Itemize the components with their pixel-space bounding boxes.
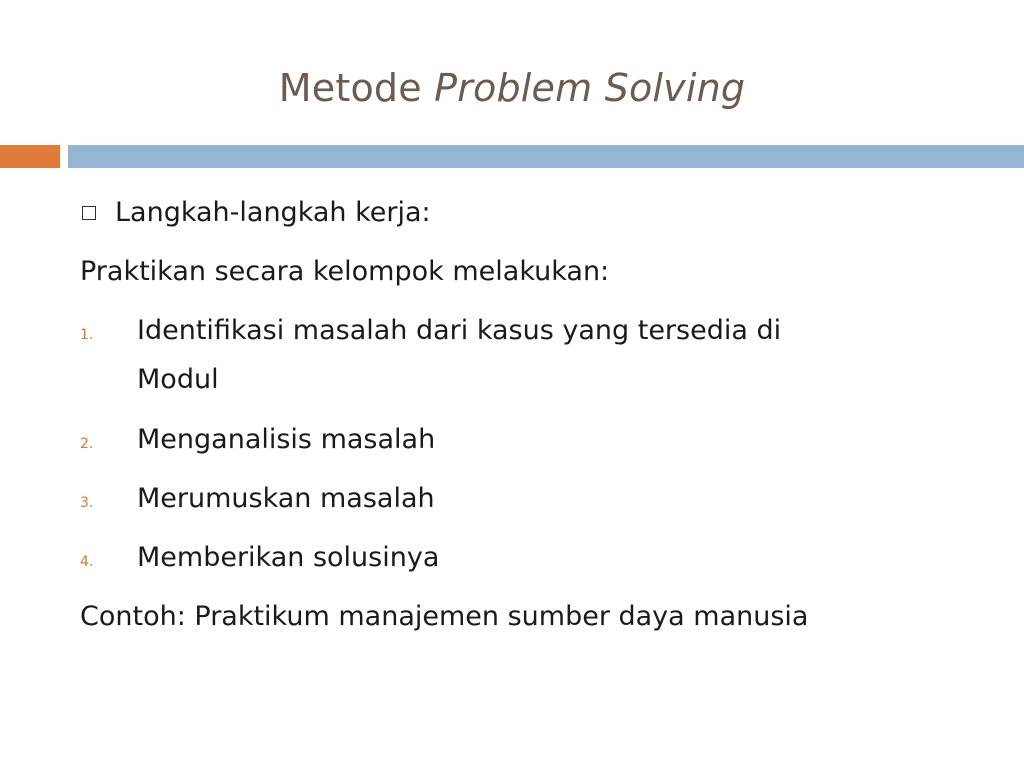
step-number-2: 2. [80,436,94,452]
heading-text: Langkah-langkah kerja: [115,197,431,228]
square-bullet-icon [82,206,96,220]
title-italic: Problem Solving [434,66,746,110]
example-text: Contoh: Praktikum manajemen sumber daya manusia [80,601,809,632]
title-plain: Metode [278,66,435,110]
step-1-line-2: Modul [137,364,219,395]
step-3-text: Merumuskan masalah [137,483,435,514]
step-2-text: Menganalisis masalah [137,424,436,455]
step-number-4: 4. [80,554,94,570]
step-4-text: Memberikan solusinya [137,542,440,573]
step-number-3: 3. [80,495,94,511]
step-1-line-1: Identifikasi masalah dari kasus yang tersedia di [137,315,782,346]
intro-text: Praktikan secara kelompok melakukan: [80,256,610,287]
step-number-1: 1. [80,327,94,343]
